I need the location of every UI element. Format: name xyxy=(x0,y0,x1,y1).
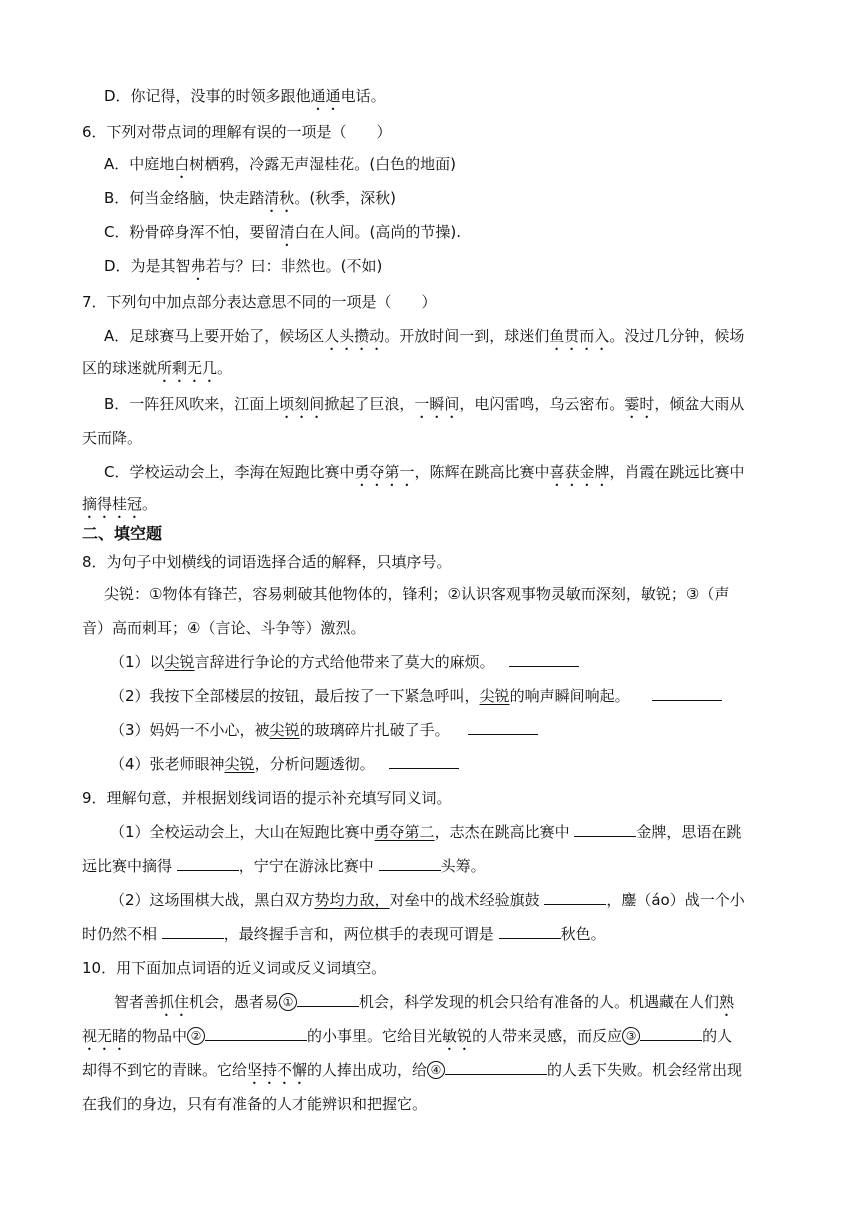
q7-option-a-line1 xyxy=(104,326,744,354)
text: 金牌，思语在跳 xyxy=(636,823,742,841)
q8-sentence-1 xyxy=(110,652,579,672)
text: B．何当金络脑，快走踏 xyxy=(104,189,265,207)
text: 的人丢下失败。机会经常出现 xyxy=(547,1061,743,1079)
answer-blank[interactable] xyxy=(389,754,459,769)
text: 。 xyxy=(217,359,233,377)
text: ，倾盆大雨从 xyxy=(654,395,745,413)
underlined-word: 尖锐 xyxy=(164,653,195,671)
text: （1）全校运动会上，大山在短跑比赛中 xyxy=(110,823,375,841)
text: 白在人间 xyxy=(294,223,355,241)
q6-option-c xyxy=(104,222,461,250)
answer-blank[interactable] xyxy=(499,924,561,939)
text: (高尚的节操). xyxy=(369,223,462,241)
text: （2）这场围棋大战，黑白双方 xyxy=(110,891,315,909)
q10-passage-line3 xyxy=(82,1060,742,1088)
text: 若与？曰：非然也 xyxy=(205,257,326,275)
text: (秋季，深秋) xyxy=(309,189,397,207)
dotted-word: 清秋 xyxy=(264,189,295,207)
text: D．你记得，没事的时领多跟他 xyxy=(104,87,311,105)
dotted-word: 。 xyxy=(354,223,370,241)
text: 的响声瞬间响起。 xyxy=(509,687,630,705)
dotted-word: 一瞬间 xyxy=(414,395,460,413)
text: ，肖霞在跳远比赛中 xyxy=(609,463,745,481)
dotted-word: 视无睹 xyxy=(82,1027,128,1045)
dotted-word: 通通 xyxy=(310,87,341,105)
dotted-word: 勇夺第一 xyxy=(354,463,415,481)
dotted-word: 弗 xyxy=(190,257,206,275)
answer-blank[interactable] xyxy=(509,652,579,667)
answer-blank[interactable] xyxy=(297,992,359,1007)
q6-option-b xyxy=(104,188,396,216)
section-heading: 二、填空题 xyxy=(82,524,163,543)
text: 却得不到它的青睐。它给 xyxy=(82,1061,248,1079)
text: 远比赛中摘得 xyxy=(82,857,173,875)
dotted-word: 摘得桂冠 xyxy=(82,495,143,513)
text: 区的球迷就 xyxy=(82,359,158,377)
question-10-stem: 10．用下面加点词语的近义词或反义词填空。 xyxy=(82,959,387,977)
text: D．为是其智 xyxy=(104,257,191,275)
underlined-word: 尖锐 xyxy=(224,755,255,773)
q7-option-a-line2 xyxy=(82,358,232,386)
answer-blank[interactable] xyxy=(379,856,441,871)
text: （3）妈妈一不小心，被 xyxy=(110,721,270,739)
text: ，分析问题透彻。 xyxy=(254,755,375,773)
text: 言辞进行争论的方式给他带来了莫大的麻烦。 xyxy=(194,653,495,671)
answer-blank[interactable] xyxy=(652,686,722,701)
dotted-word: 白 xyxy=(174,155,190,173)
text: ，宁宁在游泳比赛中 xyxy=(238,857,374,875)
text: （4）张老师眼神 xyxy=(110,755,225,773)
blank-number: ④ xyxy=(427,1061,445,1079)
dotted-word: 鱼贯而入 xyxy=(549,327,610,345)
answer-blank[interactable] xyxy=(574,822,636,837)
q8-definition-line2: 音）高而刺耳；④（言论、斗争等）激烈。 xyxy=(82,619,366,637)
text: 智者善 xyxy=(114,993,160,1011)
answer-blank[interactable] xyxy=(640,1026,702,1041)
dotted-word: 霎时 xyxy=(624,395,655,413)
text: A．足球赛马上要开始了，候场区 xyxy=(104,327,325,345)
text: ，电闪雷鸣，乌云密布。 xyxy=(459,395,625,413)
text: ，志杰在跳高比赛中 xyxy=(434,823,570,841)
text: 的人带来灵感，而反应 xyxy=(472,1027,623,1045)
text: 电话。 xyxy=(340,87,386,105)
q5-option-d xyxy=(104,86,386,114)
dotted-word: 顷刻间 xyxy=(279,395,325,413)
text: ，陈辉在跳高比赛中 xyxy=(414,463,550,481)
underlined-word: 势均力敌， xyxy=(314,891,390,909)
q10-passage-line1 xyxy=(114,992,734,1020)
q7-option-b-line1 xyxy=(104,394,744,422)
dotted-word: 所剩无几 xyxy=(157,359,218,377)
text: 时仍然不相 xyxy=(82,925,158,943)
question-9-stem: 9．理解句意，并根据划线词语的提示补充填写同义词。 xyxy=(82,789,452,807)
text: (白色的地面) xyxy=(369,155,457,173)
q7-option-b-line2: 天而降。 xyxy=(82,429,143,447)
q8-sentence-2 xyxy=(110,686,722,706)
text: B．一阵狂风吹来，江面上 xyxy=(104,395,280,413)
underlined-word: 尖锐 xyxy=(269,721,300,739)
q8-sentence-3 xyxy=(110,720,538,740)
blank-number: ② xyxy=(187,1027,205,1045)
question-6-stem: 6．下列对带点词的理解有误的一项是（ ） xyxy=(82,123,392,141)
answer-blank[interactable] xyxy=(468,720,538,735)
text: (不如) xyxy=(340,257,383,275)
q10-passage-line2 xyxy=(82,1026,732,1054)
text: C．粉骨碎身浑不怕，要留 xyxy=(104,223,280,241)
text: 。没过几分钟，候场 xyxy=(609,327,745,345)
answer-blank[interactable] xyxy=(205,1026,307,1041)
text: 对垒中的战术经验旗鼓 xyxy=(389,891,540,909)
answer-blank[interactable] xyxy=(162,924,224,939)
text: 的玻璃碎片扎破了手。 xyxy=(299,721,450,739)
blank-number: ③ xyxy=(622,1027,640,1045)
dotted-word: 喜获金牌 xyxy=(549,463,610,481)
q6-option-a xyxy=(104,154,456,182)
q9-item-2-line2 xyxy=(82,924,606,944)
underlined-word: 勇夺第二 xyxy=(374,823,435,841)
dotted-word: 。 xyxy=(294,189,310,207)
text: 头筹。 xyxy=(440,857,486,875)
text: 树栖鸦，冷露无声湿桂花 xyxy=(189,155,355,173)
text: 。开放时间一到，球迷们 xyxy=(384,327,550,345)
dotted-word: 。 xyxy=(354,155,370,173)
text: A．中庭地 xyxy=(104,155,175,173)
q9-item-2-line1 xyxy=(110,890,745,910)
text: （1）以 xyxy=(110,653,165,671)
text: C．学校运动会上，李海在短跑比赛中 xyxy=(104,463,355,481)
answer-blank[interactable] xyxy=(544,890,606,905)
text: 掀起了巨浪， xyxy=(324,395,415,413)
text: （2）我按下全部楼层的按钮，最后按了一下紧急呼叫， xyxy=(110,687,480,705)
answer-blank[interactable] xyxy=(177,856,239,871)
text: 秋色。 xyxy=(560,925,606,943)
underlined-word: 尖锐 xyxy=(479,687,510,705)
text: 的小事里。它给目光 xyxy=(307,1027,443,1045)
dotted-word: 。 xyxy=(325,257,341,275)
q7-option-c-line1 xyxy=(104,462,745,490)
q10-passage-line4: 在我们的身边，只有有准备的人才能辨识和把握它。 xyxy=(82,1095,428,1113)
text: 的物品中 xyxy=(127,1027,188,1045)
q7-option-c-line2 xyxy=(82,494,157,522)
question-7-stem: 7．下列句中加点部分表达意思不同的一项是（ ） xyxy=(82,293,437,311)
dotted-word: 熟 xyxy=(719,993,735,1011)
text: ，最终握手言和，两位棋手的表现可谓是 xyxy=(223,925,494,943)
text: ，鏖（áo）战一个小 xyxy=(606,891,745,909)
dotted-word: 敏锐 xyxy=(442,1027,473,1045)
text: 机会，科学发现的机会只给有准备的人。机遇藏在人们 xyxy=(359,993,720,1011)
q9-item-1-line1 xyxy=(110,822,741,842)
question-8-stem: 8．为句子中划横线的词语选择合适的解释，只填序号。 xyxy=(82,553,452,571)
q8-sentence-4 xyxy=(110,754,459,774)
dotted-word: 清 xyxy=(279,223,295,241)
dotted-word: 坚持不懈 xyxy=(247,1061,308,1079)
answer-blank[interactable] xyxy=(445,1060,547,1075)
dotted-word: 抓住 xyxy=(159,993,190,1011)
dotted-word: 人头攒动 xyxy=(324,327,385,345)
q8-definition-line1: 尖锐：①物体有锋芒，容易刺破其他物体的，锋利；②认识客观事物灵敏而深刻，敏锐；③（声 xyxy=(104,585,730,603)
text: 的人捧出成功，给 xyxy=(307,1061,428,1079)
q6-option-d xyxy=(104,256,382,284)
blank-number: ① xyxy=(279,993,297,1011)
text: 的人 xyxy=(702,1027,733,1045)
text: 。 xyxy=(142,495,158,513)
q9-item-1-line2 xyxy=(82,856,486,876)
text: 机会，愚者易 xyxy=(189,993,280,1011)
